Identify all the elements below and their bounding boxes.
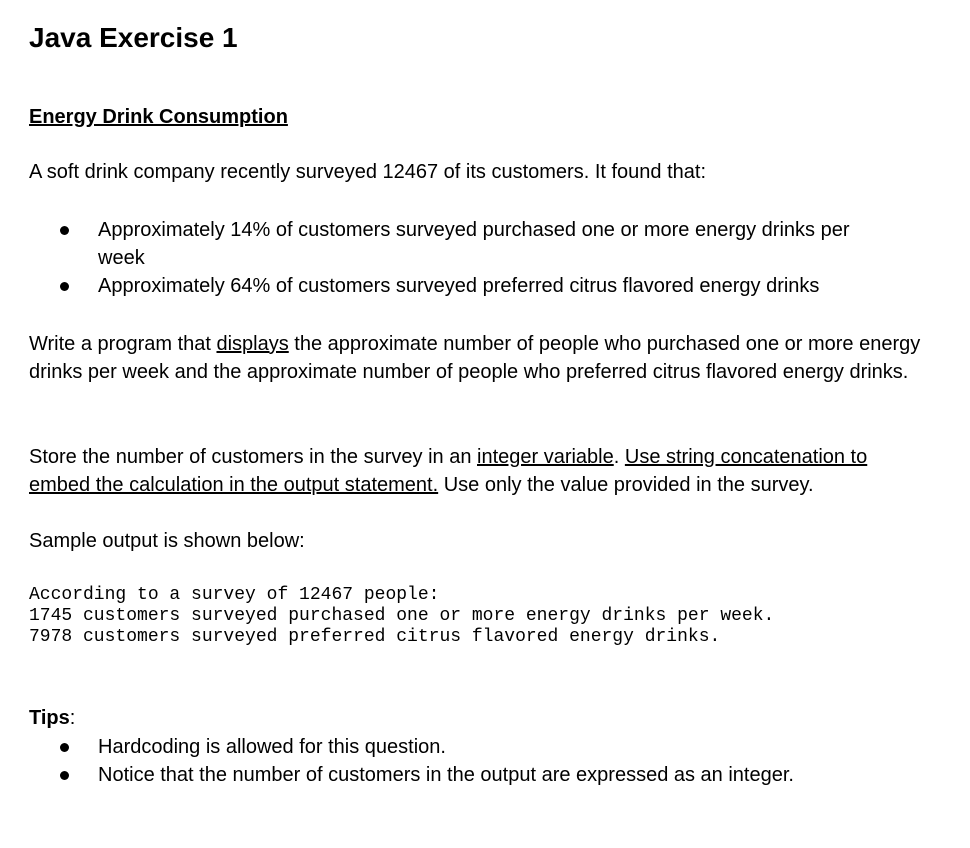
task-text-before: Write a program that xyxy=(29,333,217,355)
task-text-after: the approximate number of people who purchased one or more energy drinks per week and the approximate number of people who preferred citrus flavored energy drinks. xyxy=(29,333,921,383)
sample-output-line: 1745 customers surveyed purchased one or more energy drinks per week. xyxy=(29,606,775,626)
integer-variable-underlined: integer variable xyxy=(477,446,614,468)
tips-label: Tips xyxy=(29,707,70,729)
findings-list xyxy=(29,216,929,300)
bullet-icon xyxy=(60,771,69,780)
tips-list xyxy=(29,733,929,789)
list-item xyxy=(29,761,898,789)
tips-heading xyxy=(29,704,75,732)
task-paragraph xyxy=(29,330,929,386)
list-item xyxy=(29,216,898,272)
sample-output-line: According to a survey of 12467 people: xyxy=(29,585,440,605)
store-text-1: Store the number of customers in the survey in an xyxy=(29,446,477,468)
store-text-2: . xyxy=(613,446,625,468)
store-text-3: Use only the value provided in the survey. xyxy=(438,474,814,496)
tips-colon: : xyxy=(69,707,76,729)
list-item xyxy=(29,272,898,300)
list-item xyxy=(29,733,898,761)
bullet-icon xyxy=(60,226,69,235)
finding-text: Approximately 64% of customers surveyed preferred citrus flavored energy drinks xyxy=(98,275,820,297)
intro-paragraph: A soft drink company recently surveyed 12467 of its customers. It found that: xyxy=(29,161,707,183)
exercise-subtitle: Energy Drink Consumption xyxy=(29,106,288,128)
finding-text: Approximately 14% of customers surveyed purchased one or more energy drinks per week xyxy=(98,219,850,269)
sample-intro: Sample output is shown below: xyxy=(29,530,305,552)
sample-output-block xyxy=(29,585,774,648)
tip-text: Notice that the number of customers in the output are expressed as an integer. xyxy=(98,764,794,786)
sample-output-line: 7978 customers surveyed preferred citrus flavored energy drinks. xyxy=(29,627,721,647)
bullet-icon xyxy=(60,743,69,752)
tip-text: Hardcoding is allowed for this question. xyxy=(98,736,446,758)
string-concatenation-underlined: Use string concatenation to embed the calculation in the output statement. xyxy=(29,446,868,496)
task-underlined-word: displays xyxy=(216,333,289,355)
bullet-icon xyxy=(60,282,69,291)
store-paragraph xyxy=(29,443,929,499)
page-title: Java Exercise 1 xyxy=(29,22,238,53)
